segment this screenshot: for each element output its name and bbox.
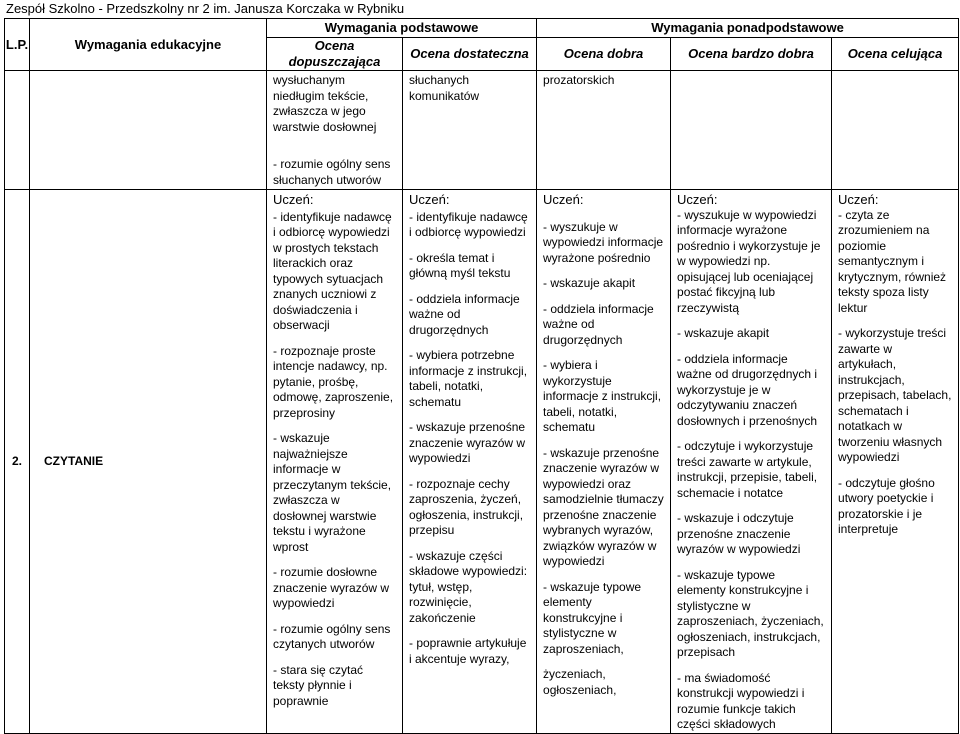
text-paragraph: - wskazuje akapit xyxy=(677,326,770,340)
reading-col3-cell xyxy=(537,190,671,734)
school-title: Zespół Szkolno - Przedszkolny nr 2 im. Janusza Korczaka w Rybniku xyxy=(6,1,405,16)
text-paragraph: - rozpoznaje cechy zaproszenia, życzeń, ogłoszenia, instrukcji, przepisu xyxy=(409,476,524,537)
header-row-1 xyxy=(5,19,959,38)
text-paragraph: - poprawnie artykułuje i akcentuje wyrazy, xyxy=(409,636,527,666)
text-paragraph: - oddziela informacje ważne od drugorzędnych xyxy=(409,291,520,337)
text-paragraph: - rozpoznaje proste intencje nadawcy, np. pytanie, prośbę, odmowę, zaproszenie, przeprosiny xyxy=(273,343,394,420)
table-row-previous xyxy=(5,71,959,190)
text-paragraph: - wskazuje przenośne znaczenie wyrazów w wypowiedzi xyxy=(409,420,526,465)
lp-header: L.P. xyxy=(5,19,30,71)
prev-col5-cell xyxy=(832,71,959,190)
prev-lp-cell xyxy=(5,71,30,190)
student-label: Uczeń: xyxy=(273,192,314,207)
text-paragraph: słuchanych komunikatów xyxy=(409,73,480,103)
student-label: Uczeń: xyxy=(409,192,450,207)
text-paragraph: - wybiera i wykorzystuje informacje z instrukcji, tabeli, notatki, schematu xyxy=(543,358,662,434)
text-paragraph: - czyta ze zrozumieniem na poziomie semantycznym i krytycznym, również teksty spoza listy lektur xyxy=(838,207,947,315)
row-number: 2. xyxy=(5,190,30,734)
student-label: Uczeń: xyxy=(838,192,879,207)
prev-name-cell xyxy=(30,71,267,190)
advanced-requirements-header: Wymagania ponadpodstawowe xyxy=(537,19,959,38)
text-paragraph: - wybiera potrzebne informacje z instrukcji, tabeli, notatki, schematu xyxy=(409,348,528,409)
text-paragraph: - oddziela informacje ważne od drugorzędnych i wykorzystuje je w odczytywaniu znaczeń dosłownych i przenośnych xyxy=(677,351,818,428)
text-paragraph: - wskazuje części składowe wypowiedzi: tytuł, wstęp, rozwinięcie, zakończenie xyxy=(409,548,528,625)
text-paragraph: prozatorskich xyxy=(543,73,615,87)
reading-col1-cell xyxy=(267,190,403,734)
text-paragraph: - wskazuje przenośne znaczenie wyrazów w wypowiedzi oraz samodzielnie tłumaczy przenośne znaczenie wybranych wyrazów, związków wyrazów w wypowiedzi xyxy=(543,445,664,568)
text-paragraph: - wskazuje najważniejsze informacje w przeczytanym tekście, zwłaszcza w dosłownej warstwie tekstu i wyrażone wprost xyxy=(273,431,392,554)
text-paragraph: - oddziela informacje ważne od drugorzędnych xyxy=(543,301,654,347)
prev-col3-cell xyxy=(537,71,671,190)
text-paragraph: - identyfikuje nadawcę i odbiorcę wypowiedzi w prostych tekstach literackich oraz typowych sytuacjach znanych uczniowi z doświadczenia i obserwacji xyxy=(273,209,392,332)
text-paragraph: - wyszukuje w wypowiedzi informacje wyrażone pośrednio xyxy=(543,219,664,265)
text-paragraph: - identyfikuje nadawcę i odbiorcę wypowiedzi xyxy=(409,209,528,239)
text-paragraph: - stara się czytać teksty płynnie i poprawnie xyxy=(273,662,364,708)
prev-col4-cell xyxy=(671,71,832,190)
requirements-table xyxy=(4,18,959,734)
grade-header-3: Ocena dobra xyxy=(537,38,671,71)
text-paragraph: - określa temat i główną myśl tekstu xyxy=(409,250,511,280)
text-paragraph: - wskazuje typowe elementy konstrukcyjne i stylistyczne w zaproszeniach, xyxy=(543,579,642,656)
text-paragraph: - rozumie ogólny sens słuchanych utworów xyxy=(273,157,391,187)
text-paragraph: - rozumie ogólny sens czytanych utworów xyxy=(273,621,391,651)
text-paragraph: - wskazuje akapit xyxy=(543,276,636,290)
text-paragraph: wysłuchanym niedługim tekście, zwłaszcza w jego warstwie dosłownej xyxy=(273,73,377,134)
text-paragraph: życzeniach, ogłoszeniach, xyxy=(543,667,617,697)
grade-header-5: Ocena celująca xyxy=(832,38,959,71)
basic-requirements-header: Wymagania podstawowe xyxy=(267,19,537,38)
student-label: Uczeń: xyxy=(677,192,718,207)
prev-col1-cell xyxy=(267,71,403,190)
reading-col2-cell xyxy=(403,190,537,734)
reading-col5-cell xyxy=(832,190,959,734)
text-paragraph: - wskazuje typowe elementy konstrukcyjne i stylistyczne w zaproszeniach, życzeniach, ogłoszeniach, instrukcjach, przepisach xyxy=(677,567,824,659)
grade-header-2: Ocena dostateczna xyxy=(403,38,537,71)
prev-col2-cell xyxy=(403,71,537,190)
requirements-header: Wymagania edukacyjne xyxy=(30,19,267,71)
grade-header-4: Ocena bardzo dobra xyxy=(671,38,832,71)
grade-header-1: Ocena dopuszczająca xyxy=(267,38,403,71)
student-label: Uczeń: xyxy=(543,192,584,207)
text-paragraph: - wykorzystuje treści zawarte w artykułach, instrukcjach, przepisach, tabelach, schematach i notatkach w tworzeniu własnych wypowiedzi xyxy=(838,326,952,464)
reading-col4-cell xyxy=(671,190,832,734)
text-paragraph: - odczytuje i wykorzystuje treści zawarte w artykule, instrukcji, przepisie, tabeli, schemacie i notatce xyxy=(677,439,818,500)
table-row-reading xyxy=(5,190,959,734)
text-paragraph: - ma świadomość konstrukcji wypowiedzi i rozumie funkcje takich części składowych xyxy=(677,670,805,731)
text-paragraph: - wyszukuje w wypowiedzi informacje wyrażone pośrednio i wykorzystuje je w wypowiedzi np. opisującej lub oceniającej postać fikcyjną lub rzeczywistą xyxy=(677,207,821,315)
text-paragraph: - wskazuje i odczytuje przenośne znaczenie wyrazów w wypowiedzi xyxy=(677,511,801,556)
text-paragraph: - odczytuje głośno utwory poetyckie i prozatorskie i je interpretuje xyxy=(838,475,935,536)
row-name: CZYTANIE xyxy=(30,190,267,734)
text-paragraph: - rozumie dosłowne znaczenie wyrazów w wypowiedzi xyxy=(273,565,390,610)
